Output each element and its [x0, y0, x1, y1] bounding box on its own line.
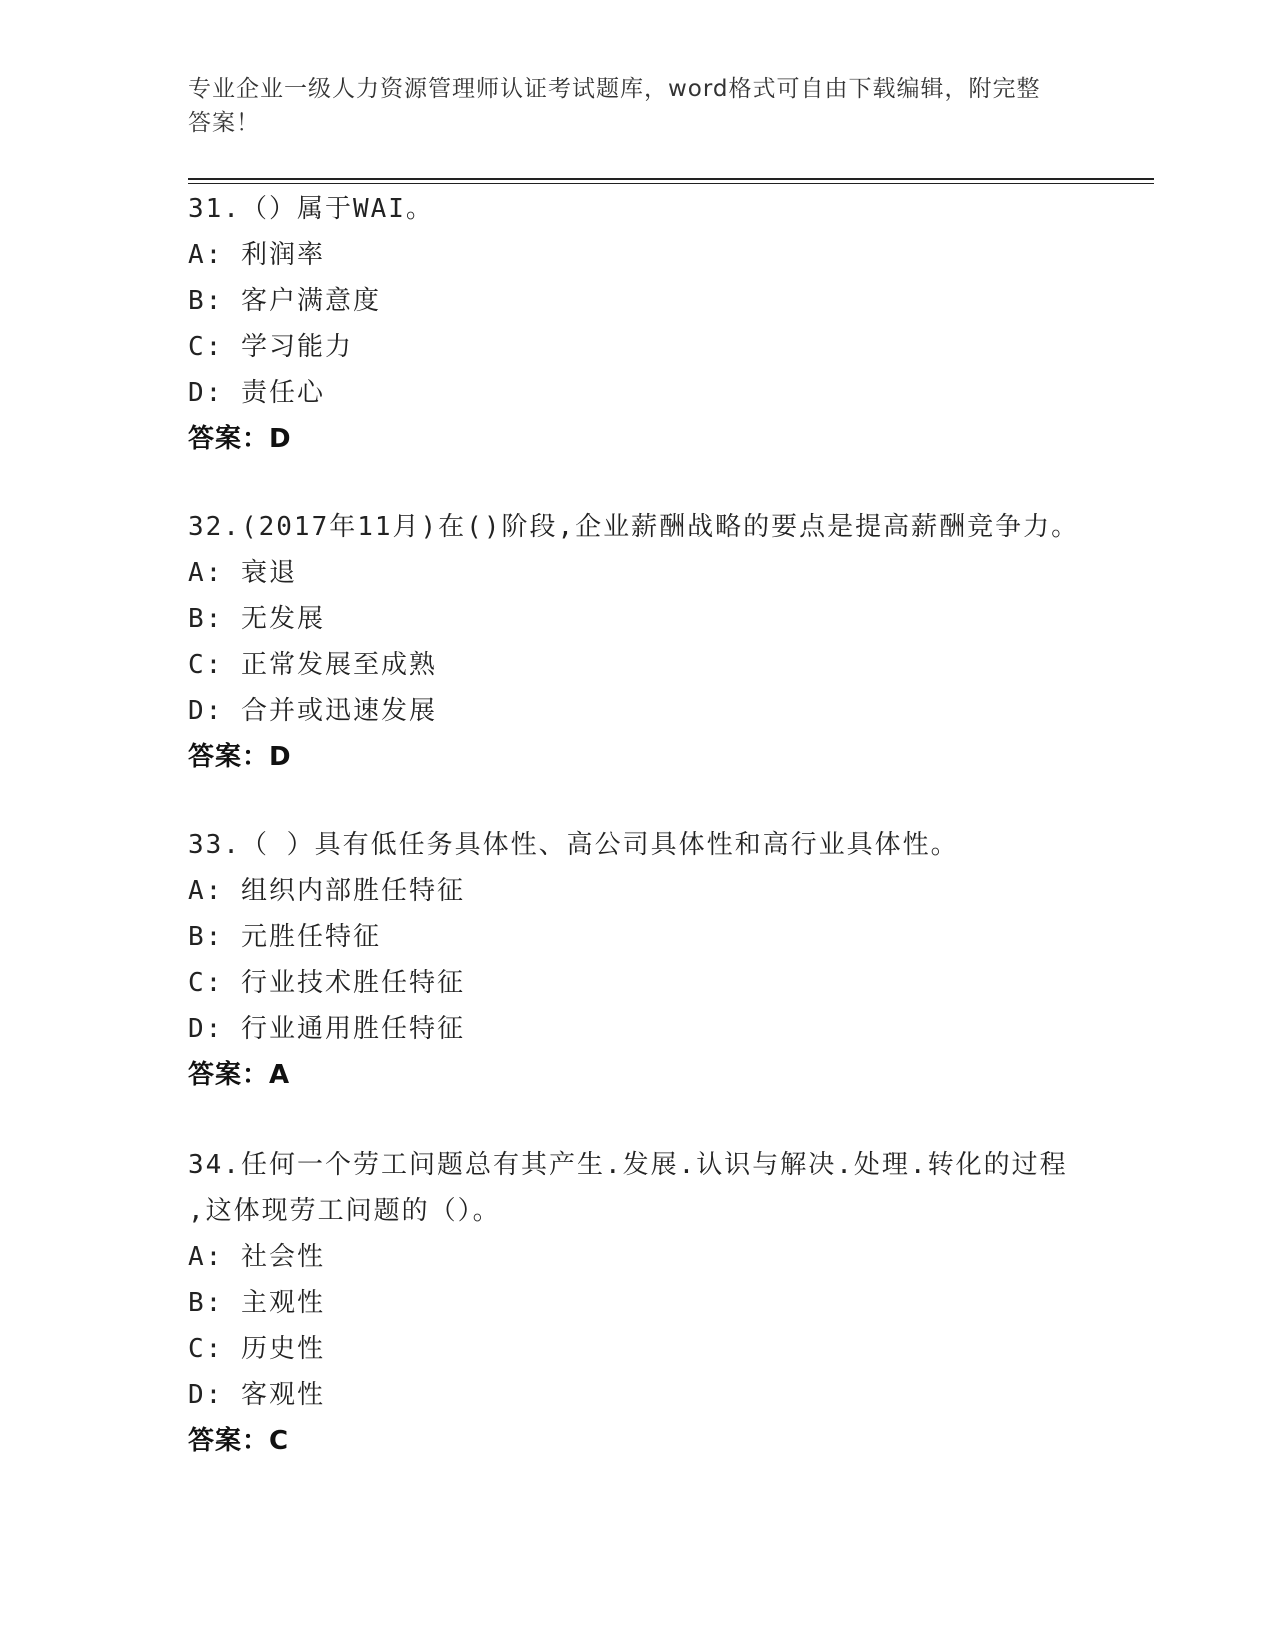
option-d: D: 合并或迅速发展 [188, 696, 437, 726]
question-stem: 31.（）属于WAI。 [188, 194, 434, 224]
option-c: C: 学习能力 [188, 332, 353, 362]
option-d: D: 客观性 [188, 1380, 325, 1410]
question-stem: 32.(2017年11月)在()阶段,企业薪酬战略的要点是提高薪酬竞争力。 [188, 512, 1080, 542]
question-33 [188, 822, 1088, 1098]
option-d: D: 责任心 [188, 378, 325, 408]
option-c: C: 正常发展至成熟 [188, 650, 437, 680]
answer: 答案：A [188, 1060, 291, 1090]
option-a: A: 利润率 [188, 240, 325, 270]
question-31 [188, 186, 1088, 462]
question-stem: 33.（ ）具有低任务具体性、高公司具体性和高行业具体性。 [188, 830, 959, 860]
option-b: B: 主观性 [188, 1288, 325, 1318]
question-stem-continued: ,这体现劳工问题的（）。 [188, 1196, 501, 1226]
option-a: A: 社会性 [188, 1242, 325, 1272]
option-b: B: 元胜任特征 [188, 922, 381, 952]
option-a: A: 衰退 [188, 558, 297, 588]
question-32 [188, 504, 1088, 780]
answer: 答案：C [188, 1426, 290, 1456]
document-header [188, 72, 1068, 140]
header-line-1: 专业企业一级人力资源管理师认证考试题库，word格式可自由下载编辑，附完整 [188, 76, 1041, 102]
option-c: C: 行业技术胜任特征 [188, 968, 465, 998]
question-stem: 34.任何一个劳工问题总有其产生.发展.认识与解决.处理.转化的过程 [188, 1150, 1068, 1180]
question-34 [188, 1142, 1088, 1464]
header-rule-thin [188, 183, 1154, 184]
option-b: B: 客户满意度 [188, 286, 381, 316]
header-rule-thick [188, 178, 1154, 180]
answer: 答案：D [188, 424, 292, 454]
option-b: B: 无发展 [188, 604, 325, 634]
option-a: A: 组织内部胜任特征 [188, 876, 465, 906]
option-c: C: 历史性 [188, 1334, 325, 1364]
answer: 答案：D [188, 742, 292, 772]
header-line-2: 答案！ [188, 110, 260, 136]
option-d: D: 行业通用胜任特征 [188, 1014, 465, 1044]
